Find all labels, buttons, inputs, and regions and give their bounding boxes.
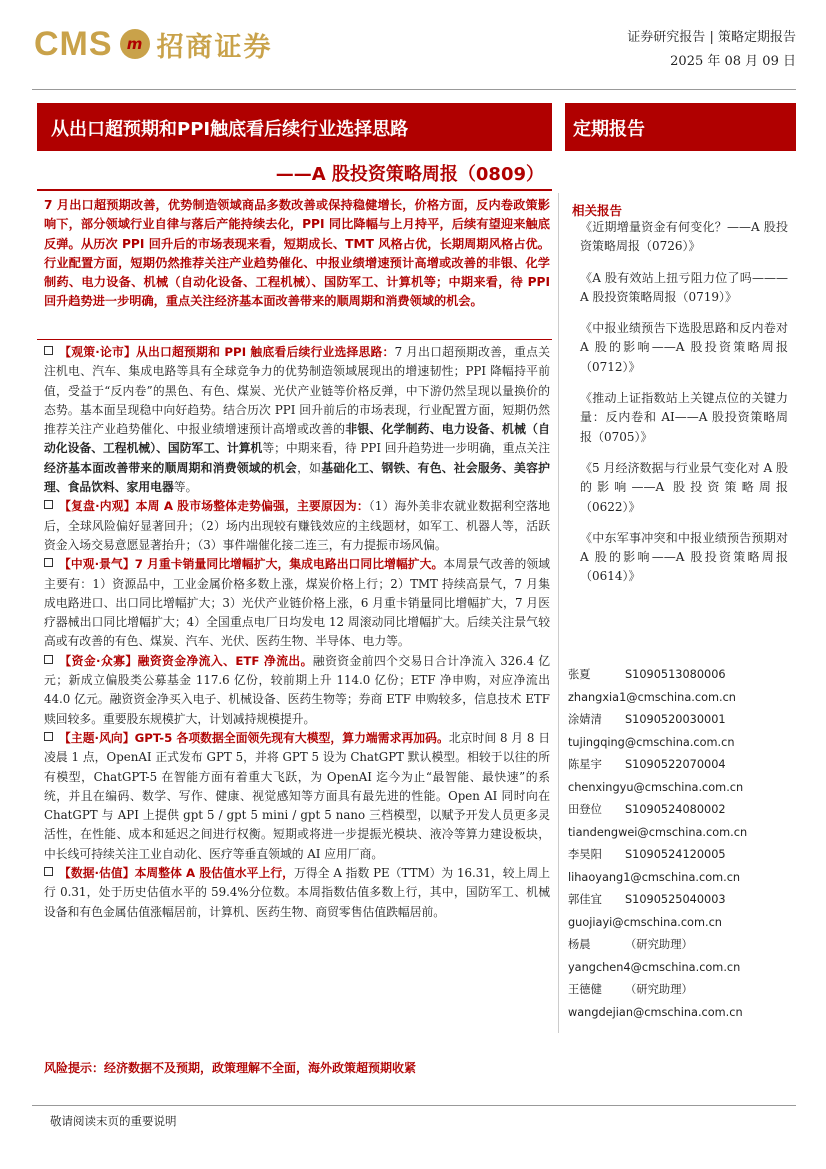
analyst-email[interactable]: guojiayi@cmschina.com.cn (568, 915, 722, 929)
footer-divider (32, 1105, 796, 1106)
section-head: 【观策·论市】从出口超预期和 PPI 触底看后续行业选择思路： (59, 345, 395, 359)
bullet-box-icon (44, 558, 53, 567)
title-band (37, 103, 552, 151)
analyst-row: 杨晨 （研究助理） (568, 938, 693, 951)
report-subtitle: ——A 股投资策略周报（0809） (275, 164, 544, 185)
analyst-row: 张夏 S1090513080006 (568, 668, 726, 681)
analyst-row: 郭佳宜 S1090525040003 (568, 893, 726, 906)
report-type-band (565, 103, 796, 151)
analyst-email[interactable]: chenxingyu@cmschina.com.cn (568, 780, 744, 794)
section-review: 【复盘·内观】本周 A 股市场整体走势偏强，主要原因为：（1）海外美非农就业数据利空落地后，全球风险偏好显著回升；（2）场内出现较有赚钱效应的主线题材，如军工、机器人等，活跃资金入场交易意愿显著抬升；（3）事件端催化接二连三，有力提振市场风偏。 (44, 499, 550, 552)
bullet-box-icon (44, 500, 53, 509)
section-strategy: 【观策·论市】从出口超预期和 PPI 触底看后续行业选择思路：7 月出口超预期改善，重点关注机电、汽车、集成电路等具有全球竞争力的优势制造领域展现出的增速韧性；PPI 降幅持平前值，受益于“反内卷”的黑色、有色、煤炭、光伏产业链等价格反弹，中下游仍然呈现以量换价的态势。基本面呈现稳中向好趋势。结合历次 PPI 回升前后的市场表现，行业配置方面，短期仍然推荐关注产业趋势催化、中报业绩增速预计高增或改善的非银、化学制药、电力设备、机械（自动化设备、工程机械）、国防军工、计算机等；中期来看，待 PPI 回升趋势进一步明确，重点关注经济基本面改善带来的顺周期和消费领域的机会，如基础化工、钢铁、有色、社会服务、美容护理、食品饮料、家用电器等。 (44, 345, 550, 495)
column-divider (558, 193, 559, 1033)
section-head: 【中观·景气】7 月重卡销量同比增幅扩大，集成电路出口同比增幅扩大。 (59, 557, 444, 572)
section-valuation: 【数据·估值】本周整体 A 股估值水平上行，万得全 A 指数 PE（TTM）为 16.31，较上周上行 0.31，处于历史估值水平的 59.4%分位数。本周指数估值多数上行，其中，国防军工、机械设备和有色金属估值涨幅居前，计算机、医药生物、商贸零售估值跌幅居前。 (44, 866, 550, 919)
report-title: 从出口超预期和PPI触底看后续行业选择思路 (51, 119, 409, 140)
analyst-email[interactable]: yangchen4@cmschina.com.cn (568, 960, 741, 974)
brand-logo (34, 24, 273, 64)
section-head: 【主题·风向】GPT-5 各项数据全面领先现有大模型，算力端需求再加码。 (59, 730, 449, 745)
analyst-email[interactable]: tujingqing@cmschina.com.cn (568, 735, 735, 749)
analyst-row: 涂婧清 S1090520030001 (568, 713, 726, 726)
related-report-link[interactable]: 《近期增量资金有何变化？——A 股投资策略周报（0726）》 (580, 220, 788, 254)
section-head: 【资金·众寡】融资资金净流入、ETF 净流出。 (59, 653, 313, 668)
analyst-row: 陈星宇 S1090522070004 (568, 758, 726, 771)
section-funds: 【资金·众寡】融资资金净流入、ETF 净流出。融资资金前四个交易日合计净流入 326.4 亿元；新成立偏股类公募基金 117.6 亿份，较前期上升 114.0 亿份；ETF 净申购，对应净流出 44.0 亿元。融资资金净买入电子、机械设备、医药生物等；券商 ETF 申购较多，信息技术 ETF 赎回较多。重要股东规模扩大，计划减持规模提升。 (44, 653, 550, 726)
related-reports-list (580, 218, 788, 599)
title-rule (37, 189, 552, 191)
related-reports-title: 相关报告 (572, 203, 623, 218)
report-category: 证券研究报告 | 策略定期报告 (627, 30, 796, 45)
related-report-link[interactable]: 《推动上证指数站上关键点位的关键力量：反内卷和 AI——A 股投资策略周报（0705）》 (580, 391, 788, 444)
bullet-box-icon (44, 732, 53, 741)
section-head: 【复盘·内观】本周 A 股市场整体走势偏强，主要原因为： (59, 499, 369, 514)
analyst-row: 李昊阳 S1090524120005 (568, 848, 726, 861)
bullet-box-icon (44, 655, 53, 664)
report-type: 定期报告 (573, 119, 645, 140)
risk-warning: 风险提示：经济数据不及预期，政策理解不全面，海外政策超预期收紧 (44, 1061, 417, 1075)
bullet-box-icon (44, 346, 53, 355)
related-report-link[interactable]: 《中东军事冲突和中报业绩预告预期对 A 股的影响——A 股投资策略周报（0614）》 (580, 530, 788, 584)
footer-note: 敬请阅读末页的重要说明 (50, 1114, 177, 1128)
section-head: 【数据·估值】本周整体 A 股估值水平上行， (59, 866, 295, 881)
report-date: 2025 年 08 月 09 日 (670, 54, 796, 69)
bullet-box-icon (44, 867, 53, 876)
header-meta (627, 26, 796, 74)
logo-mark-icon: m (120, 29, 150, 59)
report-body (44, 343, 550, 922)
header-divider (32, 89, 796, 90)
section-theme: 【主题·风向】GPT-5 各项数据全面领先现有大模型，算力端需求再加码。北京时间 8 月 8 日凌晨 1 点，OpenAI 正式发布 GPT 5，并将 GPT 5 设为 ChatGPT 默认模型。相较于以往的所有模型，ChatGPT-5 在智能方面有着重大飞跃，为 OpenAI 迄今为止“最智能、最快速”的系统，并且在编码、数学、写作、健康、视觉感知等方面具有最先进的性能。Open AI 同时向在 ChatGPT 与 API 上提供 gpt 5 / gpt 5 mini / gpt 5 nano 三档模型，以赋予开发人员更多灵活性，在性能、成本和延迟之间进行权衡。短期或将进一步提振光模块、液冷等算力建设板块，中长线可持续关注工业自动化、医疗等垂直领域的 AI 应用厂商。 (44, 730, 550, 861)
abstract: 7 月出口超预期改善，优势制造领域商品多数改善或保持稳健增长，价格方面，反内卷政策影响下，部分领域行业自律与落后产能持续去化，PPI 同比降幅与上月持平，后续有望迎来触底反弹。从历次 PPI 回升后的市场表现来看，短期成长、TMT 风格占优，长期周期风格占优。行业配置方面，短期仍然推荐关注产业趋势催化、中报业绩增速预计高增或改善的非银、化学制药、电力设备、机械（自动化设备、工程机械）、国防军工、计算机等；中期来看，待 PPI 回升趋势进一步明确，重点关注经济基本面改善带来的顺周期和消费领域的机会。 (44, 198, 550, 309)
analyst-list (568, 664, 790, 1024)
related-report-link[interactable]: 《5 月经济数据与行业景气变化对 A 股的影响——A 股投资策略周报（0622）》 (580, 460, 788, 514)
analyst-email[interactable]: tiandengwei@cmschina.com.cn (568, 825, 748, 839)
related-report-link[interactable]: 《A 股有效站上扭亏阻力位了吗———A 股投资策略周报（0719）》 (580, 270, 788, 304)
analyst-row: 田登位 S1090524080002 (568, 803, 726, 816)
logo-text-en: CMS (34, 24, 113, 63)
related-report-link[interactable]: 《中报业绩预告下选股思路和反内卷对 A 股的影响——A 股投资策略周报（0712）》 (580, 321, 788, 374)
analyst-row: 王德健 （研究助理） (568, 983, 693, 996)
section-prosperity: 【中观·景气】7 月重卡销量同比增幅扩大，集成电路出口同比增幅扩大。本周景气改善的领域主要有：1）资源品中，工业金属价格多数上涨，煤炭价格上行；2）TMT 持续高景气，7 月集成电路进口、出口同比增幅扩大；3）光伏产业链价格上涨，6 月重卡销量同比增幅扩大，7 月医疗器械出口同比增幅扩大；4）全国重点电厂日均发电 12 周滚动同比增幅扩大。后续关注景气较高或有改善的有色、煤炭、汽车、光伏、医药生物、半导体、电力等。 (44, 557, 550, 649)
analyst-email[interactable]: zhangxia1@cmschina.com.cn (568, 690, 736, 704)
abstract-divider (37, 339, 552, 340)
analyst-email[interactable]: lihaoyang1@cmschina.com.cn (568, 870, 741, 884)
logo-text-cn: 招商证券 (156, 31, 273, 63)
analyst-email[interactable]: wangdejian@cmschina.com.cn (568, 1005, 743, 1019)
